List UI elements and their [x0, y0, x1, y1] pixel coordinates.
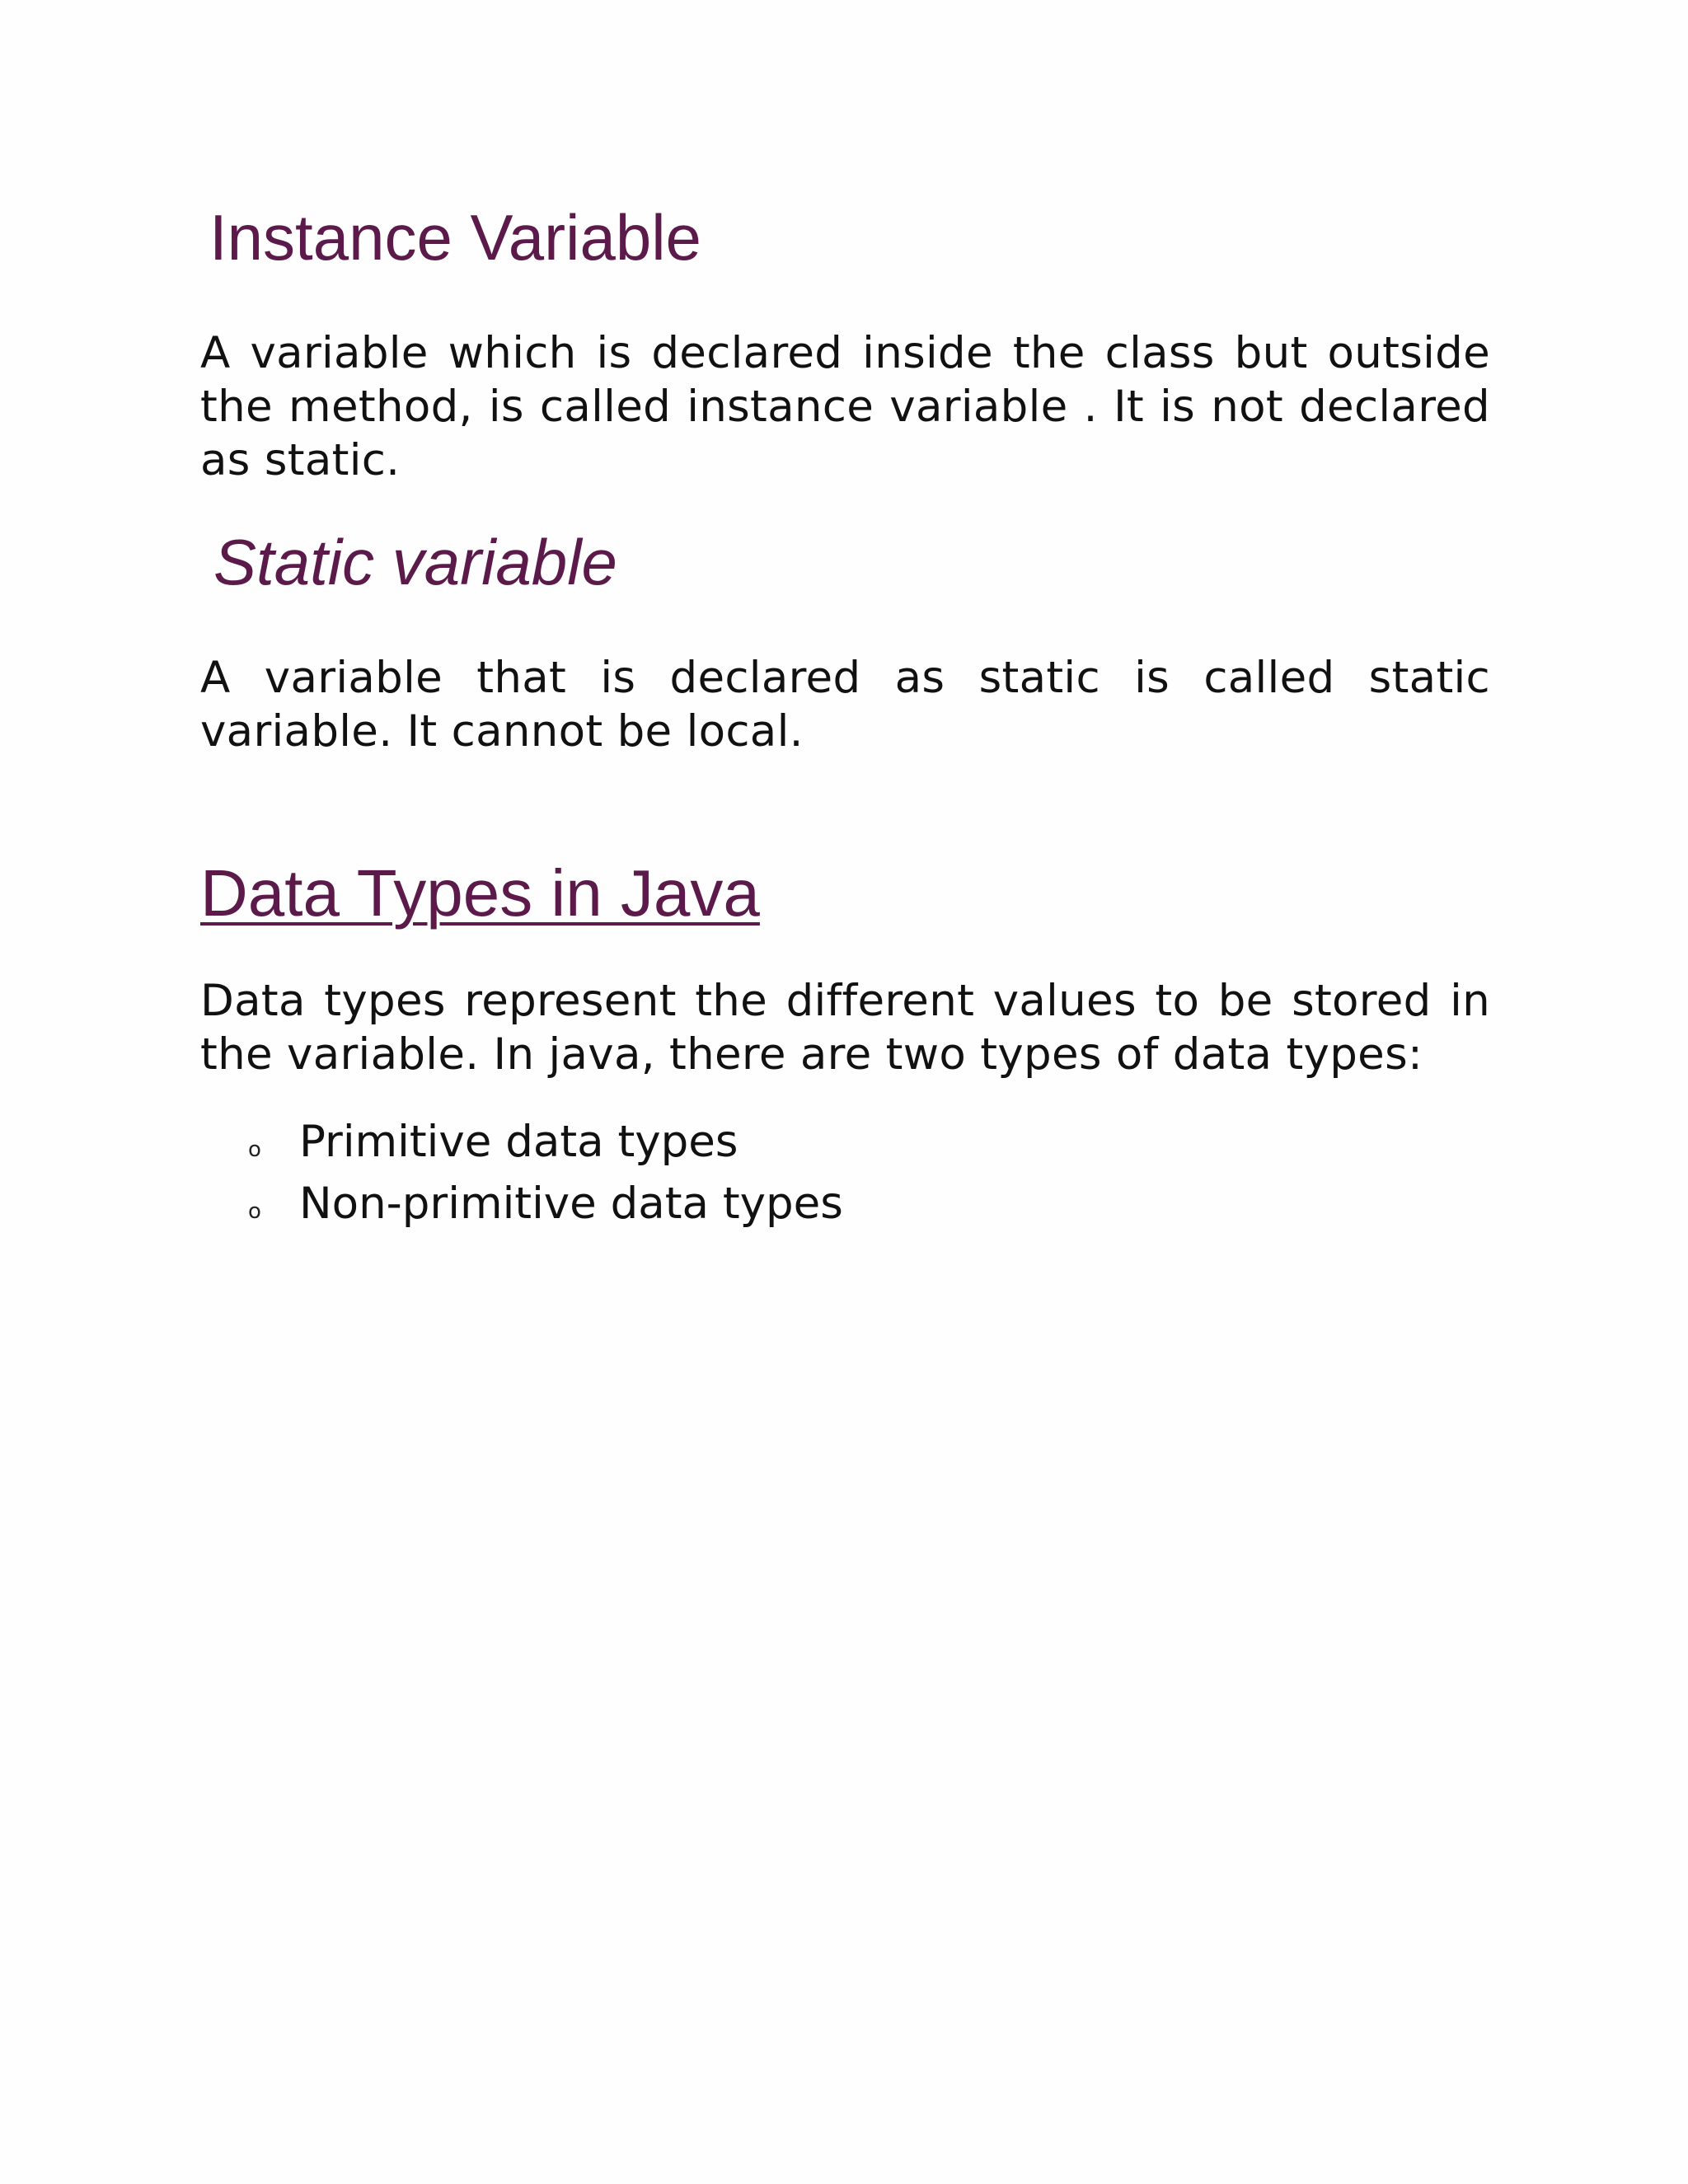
data-types-list — [200, 1117, 843, 1240]
list-item — [200, 1117, 843, 1179]
heading-data-types: Data Types in Java — [200, 856, 760, 930]
paragraph-instance-variable: A variable which is declared inside the class but outside the method, is called instance variable . It is not declared as static. — [200, 328, 1490, 485]
list-item-label: Primitive data types — [299, 1117, 738, 1167]
heading-instance-variable: Instance Variable — [209, 201, 701, 274]
heading-static-variable: Static variable — [213, 526, 617, 598]
list-item-label: Non-primitive data types — [299, 1179, 843, 1229]
list-item — [200, 1179, 843, 1240]
bullet-circle-icon: o — [248, 1137, 261, 1162]
paragraph-static-variable: A variable that is declared as static is called static variable. It cannot be local. — [200, 653, 1490, 757]
bullet-circle-icon: o — [248, 1199, 261, 1224]
paragraph-data-types: Data types represent the different values to be stored in the variable. In java, there are two types of data types: — [200, 976, 1490, 1080]
